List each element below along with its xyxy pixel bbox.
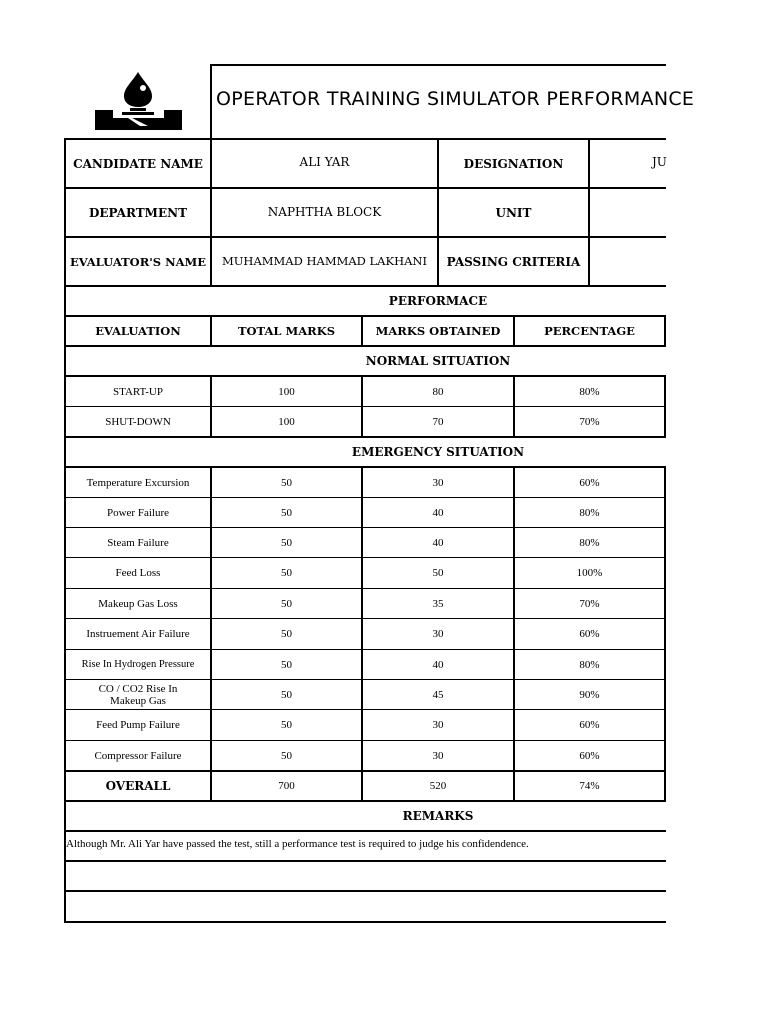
row-percentage: 60% <box>579 719 600 731</box>
performance-section-title: PERFORMACE <box>388 294 488 308</box>
row-total-marks: 50 <box>281 506 292 519</box>
row-marks-obtained: 45 <box>432 688 444 701</box>
column-header-marks-obtained: MARKS OBTAINED <box>375 324 501 338</box>
row-percentage: 60% <box>579 628 600 640</box>
row-evaluation: Rise In Hydrogen Pressure <box>81 659 195 670</box>
row-evaluation: Temperature Excursion <box>86 476 190 489</box>
unit-label: UNIT <box>495 205 532 220</box>
column-header-percentage: PERCENTAGE <box>544 324 635 338</box>
row-marks-obtained: 40 <box>432 536 444 549</box>
passing-criteria-label: PASSING CRITERIA <box>446 254 581 269</box>
emergency-situation-title: EMERGENCY SITUATION <box>351 445 525 459</box>
row-evaluation: Instruement Air Failure <box>86 628 190 640</box>
company-logo-icon <box>94 70 184 132</box>
column-header-evaluation: EVALUATION <box>95 324 181 338</box>
row-percentage: 70% <box>579 597 600 610</box>
candidate-name-value: ALI YAR <box>299 155 350 169</box>
row-percentage: 80% <box>579 506 600 519</box>
row-marks-obtained: 30 <box>432 628 444 640</box>
candidate-name-label: CANDIDATE NAME <box>73 156 203 171</box>
row-marks-obtained: 80 <box>432 385 444 398</box>
row-percentage: 70% <box>579 415 600 428</box>
row-total-marks: 50 <box>281 597 292 610</box>
row-percentage: 100% <box>576 567 603 579</box>
remarks-text: Although Mr. Ali Yar have passed the test, still a performance test is required to judge his confidendence. <box>66 838 529 850</box>
row-evaluation: Makeup Gas Loss <box>98 597 178 610</box>
row-evaluation: START-UP <box>112 385 163 398</box>
row-evaluation: Feed Pump Failure <box>96 719 180 731</box>
column-header-total-marks: TOTAL MARKS <box>237 324 336 338</box>
row-total-marks: 50 <box>281 658 292 671</box>
row-marks-obtained: 30 <box>432 719 444 731</box>
row-marks-obtained: 50 <box>432 567 444 579</box>
unit-value <box>590 189 664 236</box>
row-percentage: 60% <box>579 476 600 489</box>
row-evaluation: Power Failure <box>106 506 169 519</box>
evaluator-name-value: MUHAMMAD HAMMAD LAKHANI <box>221 253 428 268</box>
passing-criteria-value <box>590 238 664 285</box>
overall-percentage: 74% <box>579 780 600 792</box>
row-total-marks: 100 <box>278 415 295 428</box>
row-evaluation: Steam Failure <box>107 536 169 549</box>
row-marks-obtained: 40 <box>432 506 444 519</box>
page-title: OPERATOR TRAINING SIMULATOR PERFORMANCE <box>216 88 695 110</box>
row-marks-obtained: 35 <box>432 597 444 610</box>
designation-label: DESIGNATION <box>463 156 564 171</box>
row-evaluation: Compressor Failure <box>94 749 182 762</box>
row-evaluation: SHUT-DOWN <box>105 415 171 428</box>
row-percentage: 90% <box>579 688 600 701</box>
overall-total-marks: 700 <box>278 780 295 792</box>
row-total-marks: 100 <box>278 385 295 398</box>
row-total-marks: 50 <box>281 719 292 731</box>
row-evaluation: CO / CO2 Rise In Makeup Gas <box>98 682 178 707</box>
row-percentage: 80% <box>579 536 600 549</box>
row-percentage: 60% <box>579 749 600 762</box>
row-total-marks: 50 <box>281 628 292 640</box>
row-percentage: 80% <box>579 385 600 398</box>
overall-marks-obtained: 520 <box>429 780 447 792</box>
row-total-marks: 50 <box>281 536 292 549</box>
row-percentage: 80% <box>579 658 600 671</box>
row-marks-obtained: 30 <box>432 749 444 762</box>
row-marks-obtained: 40 <box>432 658 444 671</box>
remarks-title: REMARKS <box>402 809 474 823</box>
overall-label: OVERALL <box>105 779 171 793</box>
department-label: DEPARTMENT <box>88 205 188 220</box>
row-marks-obtained: 70 <box>432 415 444 428</box>
evaluator-name-label: EVALUATOR'S NAME <box>69 254 207 269</box>
department-value: NAPHTHA BLOCK <box>267 204 382 219</box>
row-total-marks: 50 <box>281 749 292 762</box>
designation-value: JU <box>652 155 667 169</box>
row-evaluation: Feed Loss <box>115 567 161 579</box>
row-total-marks: 50 <box>281 567 292 579</box>
row-marks-obtained: 30 <box>432 476 444 489</box>
normal-situation-title: NORMAL SITUATION <box>365 354 511 368</box>
row-total-marks: 50 <box>281 688 292 701</box>
row-total-marks: 50 <box>281 476 292 489</box>
